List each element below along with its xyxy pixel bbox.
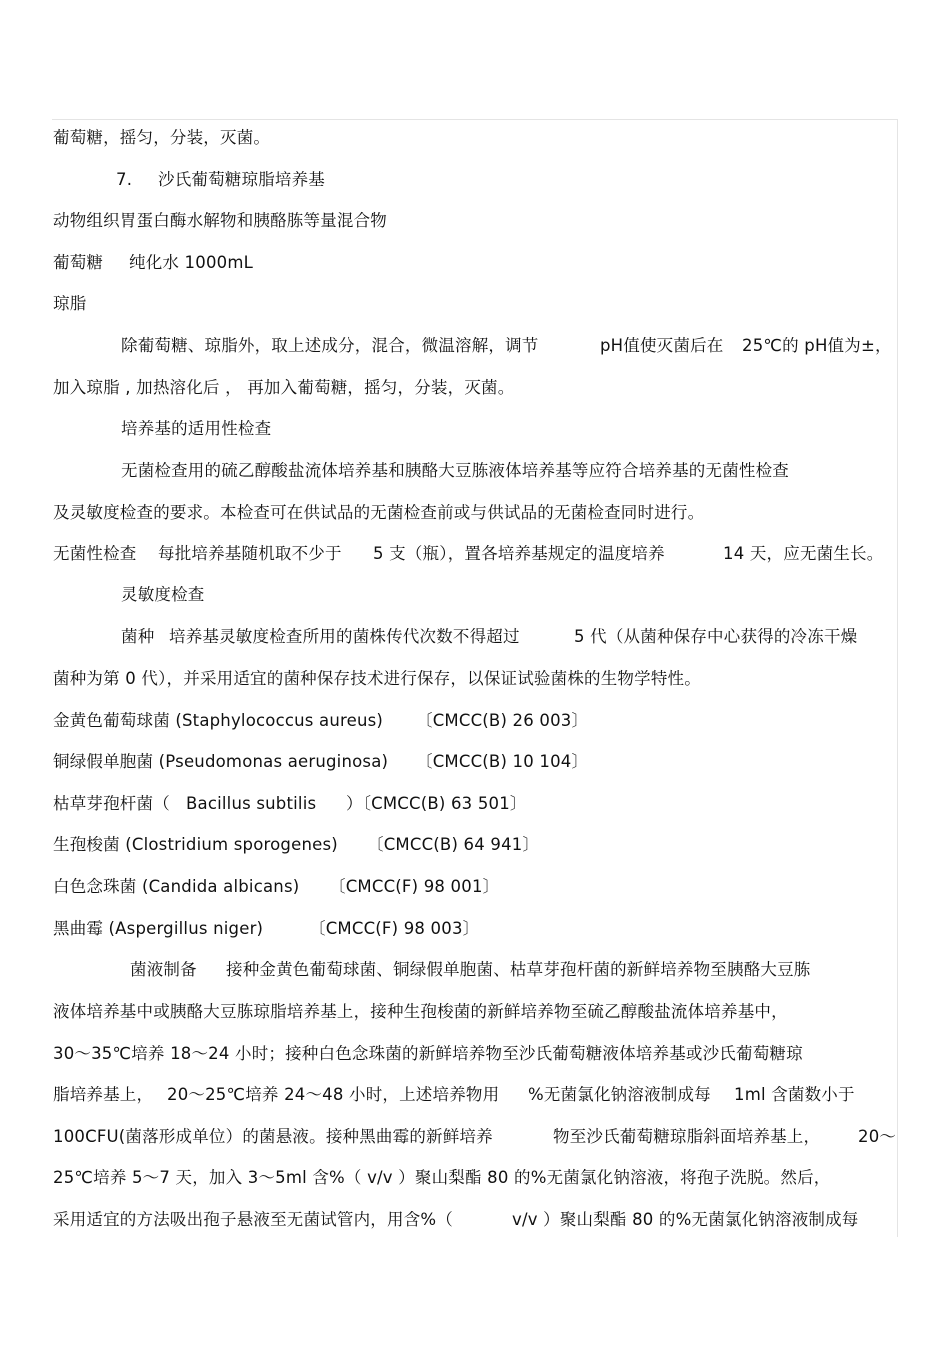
text-segment: 1ml 含菌数小于	[734, 1085, 855, 1104]
text-segment: 培养基的适用性检查	[121, 419, 272, 438]
strain-name: 白色念珠菌 (Candida albicans)	[53, 877, 300, 896]
strain-code: 〔CMCC(B) 64 941〕	[367, 835, 540, 854]
strain-name: 枯草芽孢杆菌（	[53, 794, 170, 813]
text-segment: %无菌氯化钠溶液制成每	[528, 1085, 711, 1104]
text-segment: 菌种	[121, 627, 155, 646]
text-segment: 无菌检查用的硫乙醇酸盐流体培养基和胰酪大豆胨液体培养基等应符合培养基的无菌性检查	[121, 461, 789, 480]
text-segment: 5 代（从菌种保存中心获得的冷冻干燥	[574, 627, 858, 646]
text-segment: 灵敏度检查	[121, 585, 205, 604]
text-segment: 14 天，应无菌生长。	[723, 544, 884, 563]
page-border-right	[897, 119, 898, 1237]
text-segment: 接种金黄色葡萄球菌、铜绿假单胞菌、枯草芽孢杆菌的新鲜培养物至胰酪大豆胨	[226, 960, 811, 979]
text-segment: 25℃培养 5～7 天，加入 3～5ml 含%（ v/v ）聚山梨酯 80 的%无菌氯化钠溶液，将孢子洗脱。然后，	[53, 1168, 831, 1187]
text-segment: 琼脂	[53, 294, 87, 313]
text-segment: 纯化水 1000mL	[129, 253, 254, 272]
text-segment: v/v ）聚山梨酯 80 的%无菌氯化钠溶液制成每	[512, 1210, 859, 1229]
text-segment: 20～	[858, 1127, 897, 1146]
strain-code: 〔CMCC(B) 10 104〕	[416, 752, 589, 771]
text-segment: 培养基灵敏度检查所用的菌株传代次数不得超过	[169, 627, 520, 646]
text-segment: 除葡萄糖、琼脂外，取上述成分，混合，微温溶解，调节	[121, 336, 539, 355]
text-segment: 脂培养基上，	[53, 1085, 154, 1104]
text-segment: 葡萄糖，摇匀，分装，灭菌。	[53, 128, 271, 147]
strain-code: ）〔CMCC(B) 63 501〕	[346, 794, 527, 813]
text-segment: 100CFU(菌落形成单位）的菌悬液。接种黑曲霉的新鲜培养	[53, 1127, 493, 1146]
strain-code: 〔CMCC(B) 26 003〕	[416, 711, 589, 730]
text-segment: 菌种为第 0 代），并采用适宜的菌种保存技术进行保存，以保证试验菌株的生物学特性。	[53, 669, 701, 688]
page-border-top	[52, 119, 898, 120]
text-segment: 液体培养基中或胰酪大豆胨琼脂培养基上，接种生孢梭菌的新鲜培养物至硫乙醇酸盐流体培养基中，	[53, 1002, 788, 1021]
section-number: 7.	[116, 170, 133, 189]
strain-name: 金黄色葡萄球菌 (Staphylococcus aureus)	[53, 711, 384, 730]
text-segment: 30～35℃培养 18～24 小时；接种白色念珠菌的新鲜培养物至沙氏葡萄糖液体培养基或沙氏葡萄糖琼	[53, 1044, 803, 1063]
strain-code: 〔CMCC(F) 98 003〕	[309, 919, 480, 938]
text-segment: 动物组织胃蛋白酶水解物和胰酪胨等量混合物	[53, 211, 387, 230]
text-segment: 5 支（瓶），置各培养基规定的温度培养	[373, 544, 665, 563]
strain-name: 生孢梭菌 (Clostridium sporogenes)	[53, 835, 338, 854]
text-segment: 物至沙氏葡萄糖琼脂斜面培养基上，	[553, 1127, 821, 1146]
text-segment: 菌液制备	[130, 960, 197, 979]
strain-latin-name: Bacillus subtilis	[186, 794, 317, 813]
text-segment: 无菌性检查	[53, 544, 137, 563]
text-segment: 加入琼脂 , 加热溶化后 ， 再加入葡萄糖，摇匀，分装，灭菌。	[53, 378, 515, 397]
text-segment: 每批培养基随机取不少于	[158, 544, 342, 563]
section-title: 沙氏葡萄糖琼脂培养基	[158, 170, 325, 189]
text-segment: 采用适宜的方法吸出孢子悬液至无菌试管内，用含%（	[53, 1210, 453, 1229]
strain-name: 铜绿假单胞菌 (Pseudomonas aeruginosa)	[53, 752, 389, 771]
text-segment: 葡萄糖	[53, 253, 104, 272]
text-segment: 及灵敏度检查的要求。本检查可在供试品的无菌检查前或与供试品的无菌检查同时进行。	[53, 503, 705, 522]
text-segment: 25℃的 pH值为±，	[742, 336, 892, 355]
strain-name: 黑曲霉 (Aspergillus niger)	[53, 919, 264, 938]
strain-code: 〔CMCC(F) 98 001〕	[329, 877, 500, 896]
text-segment: 20～25℃培养 24～48 小时，上述培养物用	[167, 1085, 500, 1104]
text-segment: pH值使灭菌后在	[600, 336, 724, 355]
